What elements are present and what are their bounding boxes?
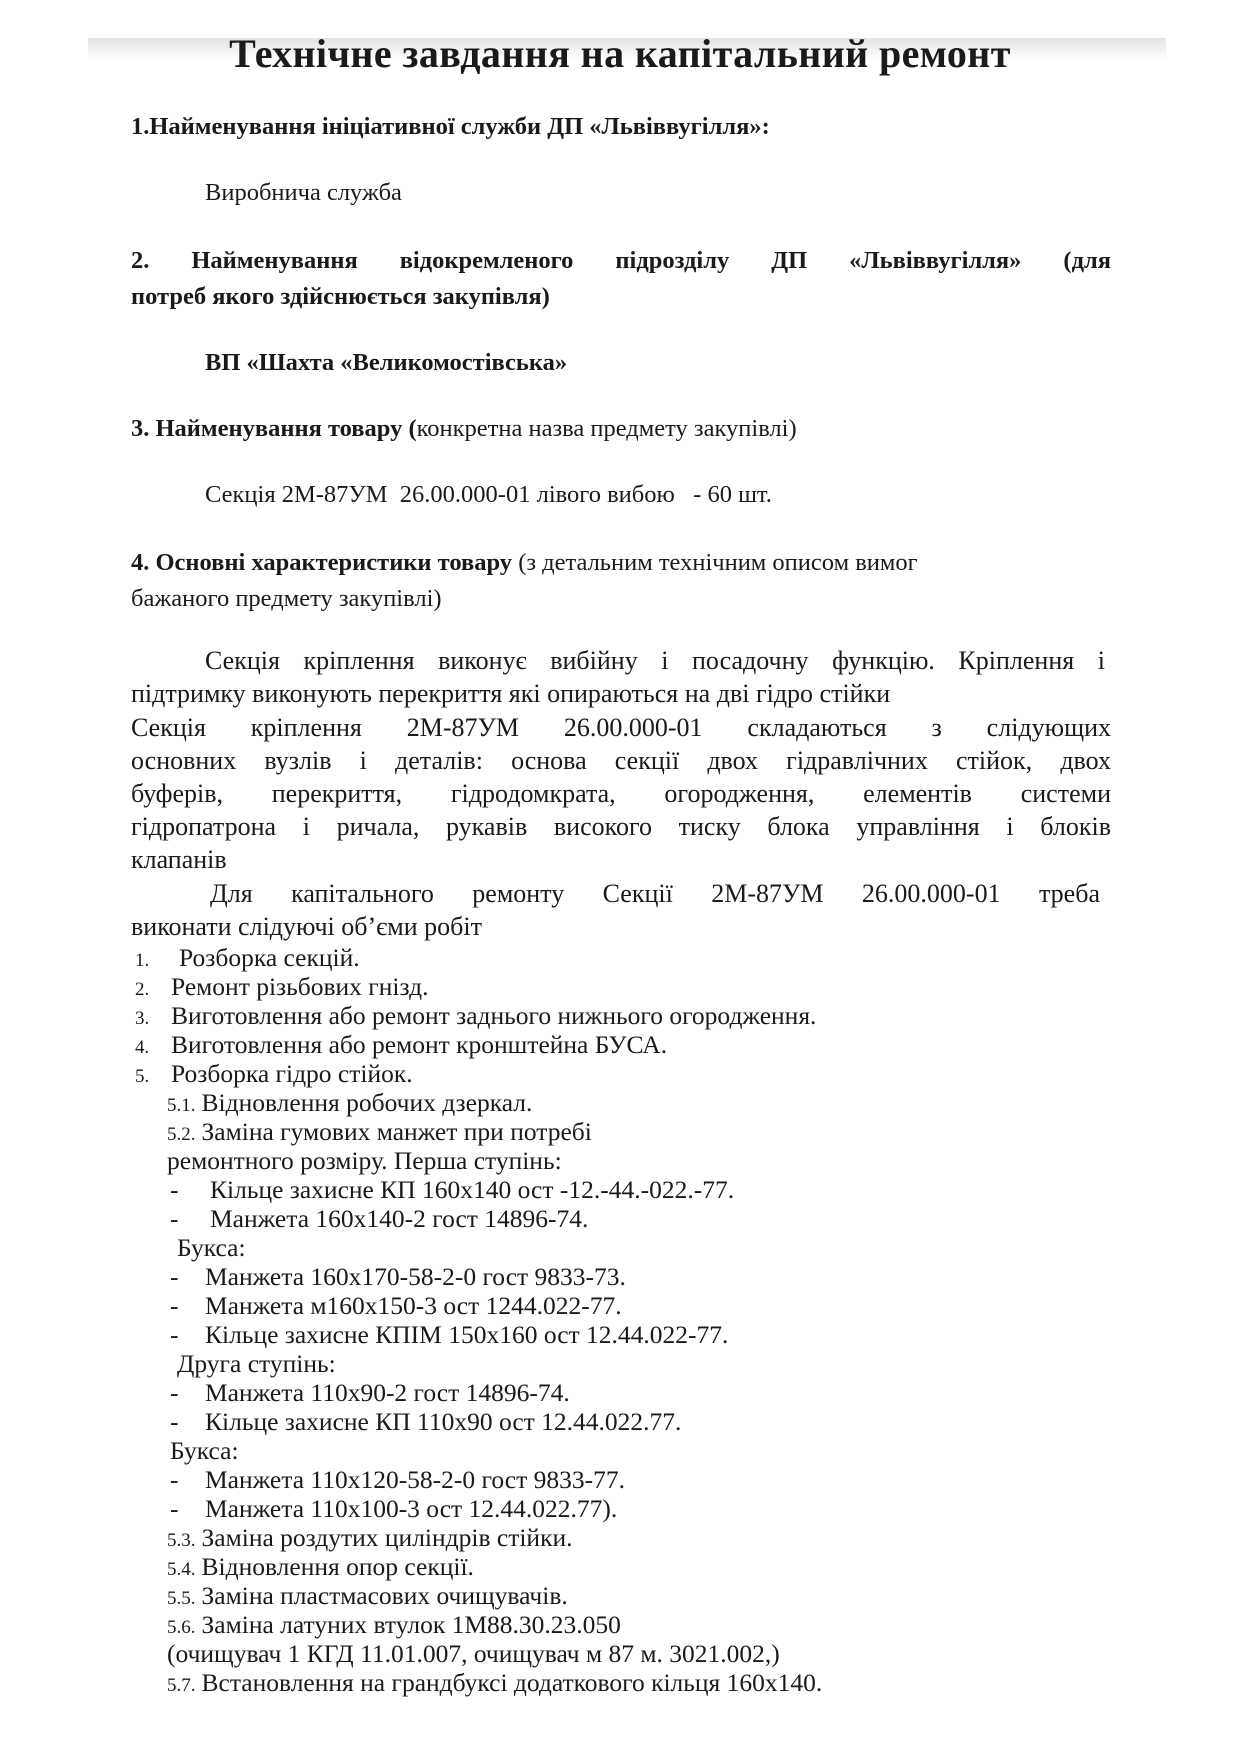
part-item: - Манжета 110х120-58-2-0 гост 9833-77. (170, 1465, 625, 1494)
part-item: - Кільце захисне КПІМ 150х160 ост 12.44.022-77. (170, 1320, 729, 1349)
section-4-heading-bold: 4. Основні характеристики товару (131, 549, 513, 576)
product-value: Секція 2М-87УМ 26.00.000-01 лівого вибою - 60 шт. (205, 481, 772, 508)
section-3-heading (131, 415, 797, 443)
description-line: Секція кріплення 2М-87УМ 26.00.000-01 складаються з слідующих (131, 713, 1111, 742)
buksa-label: Букса: (177, 1233, 246, 1262)
part-item: - Манжета 160х140-2 гост 14896-74. (170, 1204, 589, 1233)
description-line: буферів, перекриття, гідродомкрата, огородження, елементів системи (131, 779, 1111, 808)
part-item: - Кільце захисне КП 160х140 ост -12.-44.-022.-77. (170, 1175, 735, 1204)
sub-item-5-5: 5.5. Заміна пластмасових очищувачів. (167, 1581, 568, 1610)
section-3-heading-bold: 3. Найменування товару ( (131, 415, 417, 442)
section-2-heading-line-2: потреб якого здійснюється закупівля) (131, 283, 550, 310)
buksa-label: Букса: (170, 1436, 239, 1465)
section-1-heading: 1.Найменування ініціативної служби ДП «Львіввугілля»: (131, 113, 770, 140)
section-4-heading (131, 549, 918, 577)
part-item: - Манжета 110х90-2 гост 14896-74. (170, 1378, 570, 1407)
description-line: підтримку виконують перекриття які опираються на дві гідро стійки (131, 679, 891, 708)
part-item: - Манжета 160х170-58-2-0 гост 9833-73. (170, 1262, 626, 1291)
sub-item-5-3: 5.3. Заміна роздутих циліндрів стійки. (167, 1523, 573, 1552)
section-2-heading-line-1: 2. Найменування відокремленого підрозділу ДП «Львіввугілля» (для (131, 247, 1111, 274)
sub-item-5-6-continued: (очищувач 1 КГД 11.01.007, очищувач м 87 м. 3021.002,) (167, 1639, 780, 1668)
work-item: 4. Виготовлення або ремонт кронштейна БУСА. (135, 1030, 668, 1059)
sub-item-5-7: 5.7. Встановлення на грандбуксі додаткового кільця 160х140. (167, 1668, 823, 1697)
subdivision-value: ВП «Шахта «Великомостівська» (205, 349, 568, 376)
section-4-heading-line-2: бажаного предмету закупівлі) (131, 585, 442, 612)
sub-item-5-4: 5.4. Відновлення опор секції. (167, 1552, 474, 1581)
initiating-service-value: Виробнича служба (205, 179, 402, 206)
description-line: Секція кріплення виконує вибійну і посадочну функцію. Кріплення і (205, 646, 1105, 675)
description-line: клапанів (131, 845, 227, 874)
sub-item-5-2: 5.2. Заміна гумових манжет при потребі (167, 1117, 592, 1146)
work-item: 3. Виготовлення або ремонт заднього нижнього огородження. (135, 1001, 817, 1030)
sub-item-5-6: 5.6. Заміна латуних втулок 1М88.30.23.050 (167, 1610, 621, 1639)
part-item: - Манжета 110х100-3 ост 12.44.022.77). (170, 1494, 618, 1523)
second-step-label: Друга ступінь: (177, 1349, 336, 1378)
part-item: - Манжета м160х150-3 ост 1244.022-77. (170, 1291, 622, 1320)
work-item: 5. Розборка гідро стійок. (135, 1059, 413, 1088)
description-line: Для капітального ремонту Секції 2М-87УМ 26.00.000-01 треба (210, 879, 1100, 908)
work-item: 2. Ремонт різьбових гнізд. (135, 972, 429, 1001)
sub-item-5-1: 5.1. Відновлення робочих дзеркал. (167, 1088, 533, 1117)
description-line: гідропатрона і ричала, рукавів високого тиску блока управління і блоків (131, 812, 1111, 841)
part-item: - Кільце захисне КП 110х90 ост 12.44.022.77. (170, 1407, 682, 1436)
sub-item-5-2-continued: ремонтного розміру. Перша ступінь: (167, 1146, 562, 1175)
document-title: Технічне завдання на капітальний ремонт (229, 31, 1011, 76)
description-line: виконати слідуючі об’єми робіт (131, 912, 482, 941)
section-4-heading-rest: (з детальним технічним описом вимог (512, 549, 918, 576)
section-3-heading-rest: конкретна назва предмету закупівлі) (416, 415, 797, 442)
description-line: основних вузлів і деталів: основа секції двох гідравлічних стійок, двох (131, 746, 1111, 775)
work-item: 1. Розборка секцій. (135, 943, 360, 972)
